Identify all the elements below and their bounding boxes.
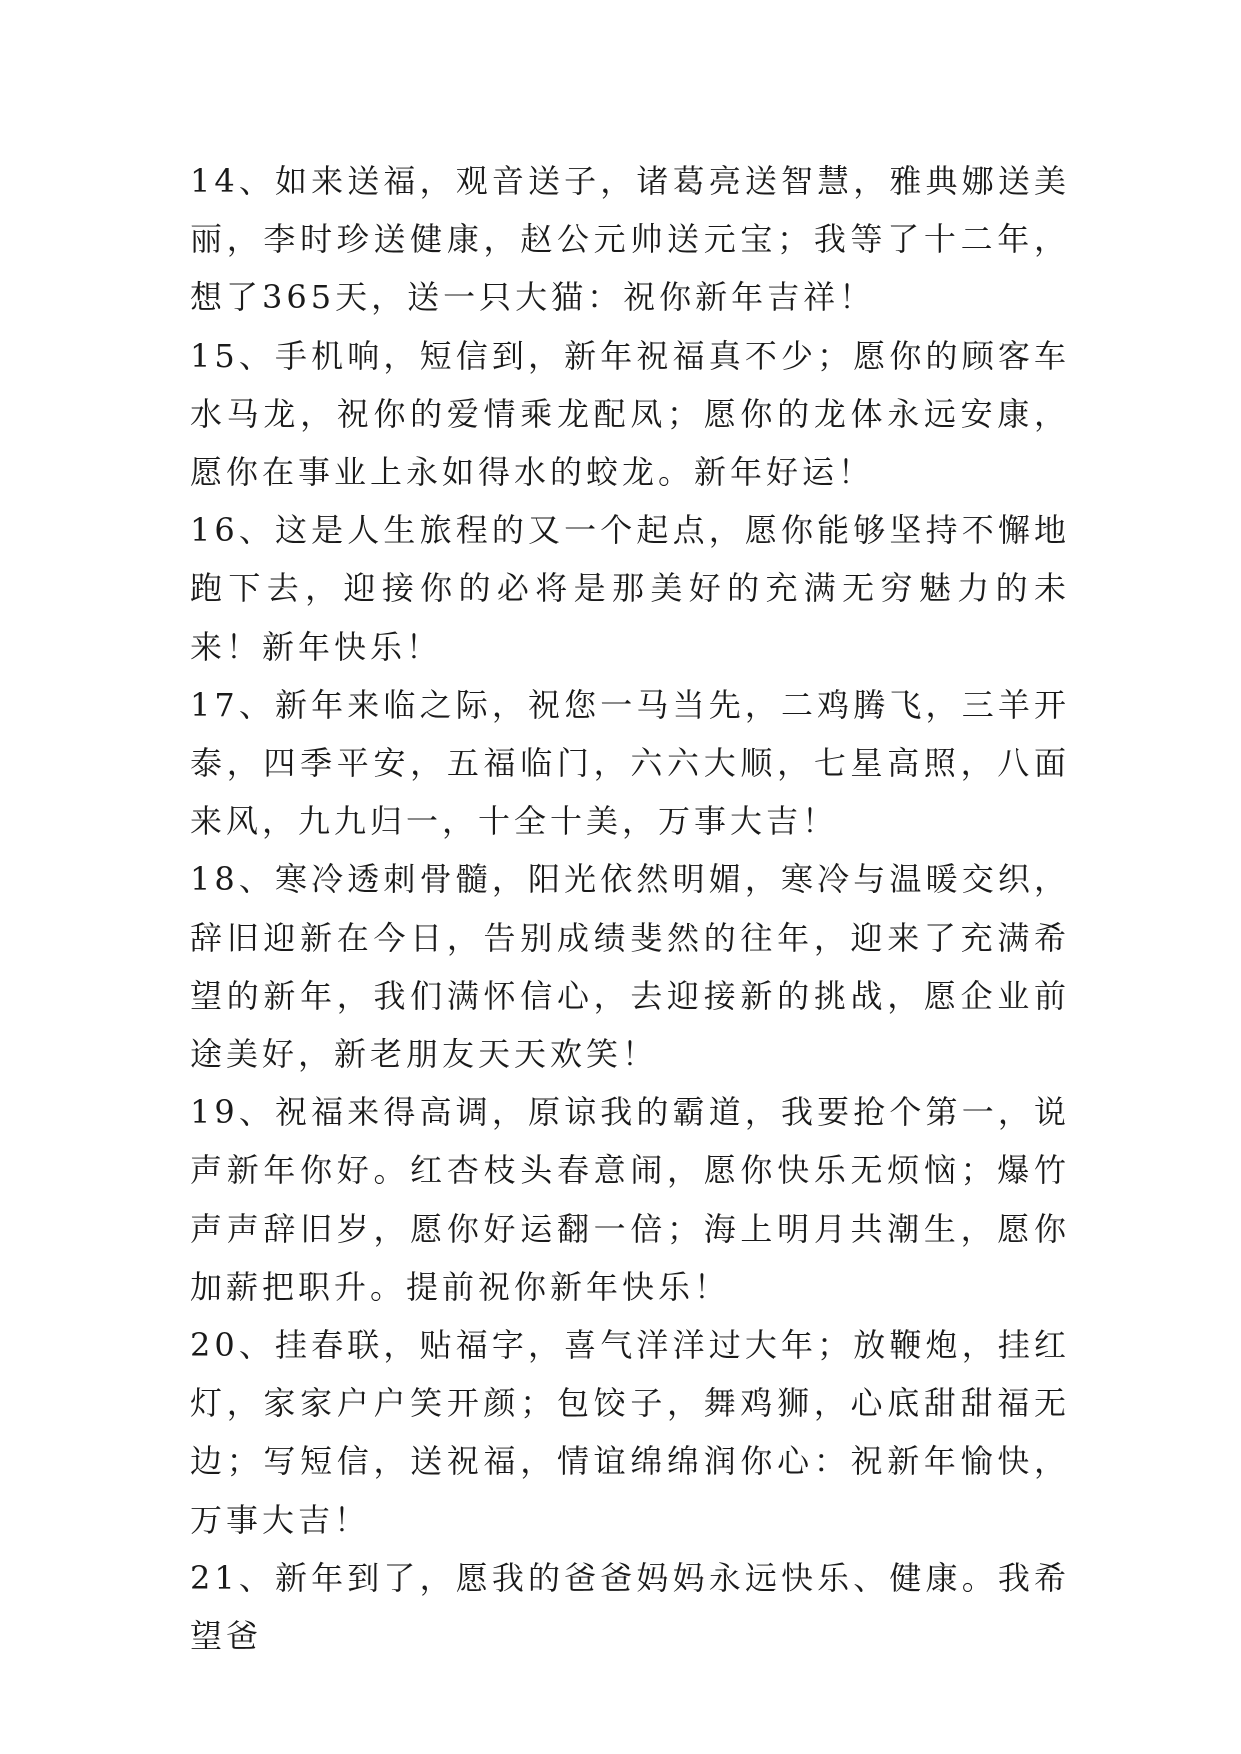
document-body (190, 152, 1070, 1665)
greeting-paragraph-15: 15、手机响，短信到，新年祝福真不少；愿你的顾客车水马龙，祝你的爱情乘龙配凤；愿你的龙体永远安康，愿你在事业上永如得水的蛟龙。新年好运！ (190, 336, 1070, 492)
greeting-paragraph-17: 17、新年来临之际，祝您一马当先，二鸡腾飞，三羊开泰，四季平安，五福临门，六六大顺，七星高照，八面来风，九九归一，十全十美，万事大吉！ (190, 685, 1070, 841)
greeting-paragraph-20: 20、挂春联，贴福字，喜气洋洋过大年；放鞭炮，挂红灯，家家户户笑开颜；包饺子，舞鸡狮，心底甜甜福无边；写短信，送祝福，情谊绵绵润你心：祝新年愉快，万事大吉！ (190, 1326, 1070, 1539)
greeting-paragraph-14: 14、如来送福，观音送子，诸葛亮送智慧，雅典娜送美丽，李时珍送健康，赵公元帅送元宝；我等了十二年，想了365天，送一只大猫：祝你新年吉祥！ (190, 162, 1070, 317)
greeting-paragraph-16: 16、这是人生旅程的又一个起点，愿你能够坚持不懈地跑下去，迎接你的必将是那美好的充满无穷魅力的未来！新年快乐！ (190, 511, 1070, 666)
greeting-paragraph-18: 18、寒冷透刺骨髓，阳光依然明媚，寒冷与温暖交织，辞旧迎新在今日，告别成绩斐然的往年，迎来了充满希望的新年，我们满怀信心，去迎接新的挑战，愿企业前途美好，新老朋友天天欢笑！ (190, 860, 1070, 1074)
greeting-paragraph-19: 19、祝福来得高调，原谅我的霸道，我要抢个第一，说声新年你好。红杏枝头春意闹，愿你快乐无烦恼；爆竹声声辞旧岁，愿你好运翻一倍；海上明月共潮生，愿你加薪把职升。提前祝你新年快乐！ (190, 1093, 1070, 1306)
greeting-paragraph-21: 21、新年到了，愿我的爸爸妈妈永远快乐、健康。我希望爸 (190, 1558, 1070, 1656)
